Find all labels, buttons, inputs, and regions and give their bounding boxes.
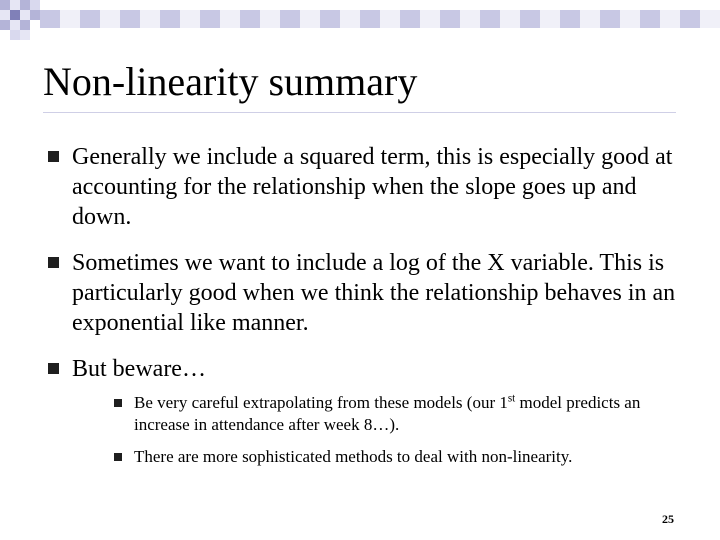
sub-bullet-item [0, 392, 720, 438]
square-bullet-icon [48, 257, 59, 268]
square-bullet-icon [114, 453, 122, 461]
bullet-item [0, 248, 720, 344]
sub-bullet-text: There are more sophisticated methods to deal with non-linearity. [134, 447, 573, 466]
sub-bullet-text-part: Be very careful extrapolating from these models (our 1 [134, 393, 508, 412]
slide-title: Non-linearity summary [43, 59, 418, 104]
square-bullet-icon [48, 151, 59, 162]
sub-bullet-text [134, 392, 674, 436]
page-number: 25 [662, 512, 674, 526]
bullet-item [0, 142, 720, 238]
bullet-text: Sometimes we want to include a log of the X variable. This is particularly good when we think the relationship behaves in an exponential like manner. [72, 250, 676, 336]
bullet-text: Generally we include a squared term, this is especially good at accounting for the relationship when the slope goes up and down. [72, 144, 673, 230]
ordinal-superscript: st [507, 392, 516, 405]
square-bullet-icon [114, 399, 122, 407]
sub-bullet-item [0, 446, 720, 470]
decorative-top-band [40, 10, 720, 28]
bullet-item [0, 354, 720, 386]
square-bullet-icon [48, 363, 59, 374]
title-divider [43, 112, 676, 113]
sub-bullet-text-part: model predicts an increase in attendance after week 8…). [134, 393, 641, 434]
bullet-text: But beware… [72, 356, 206, 382]
